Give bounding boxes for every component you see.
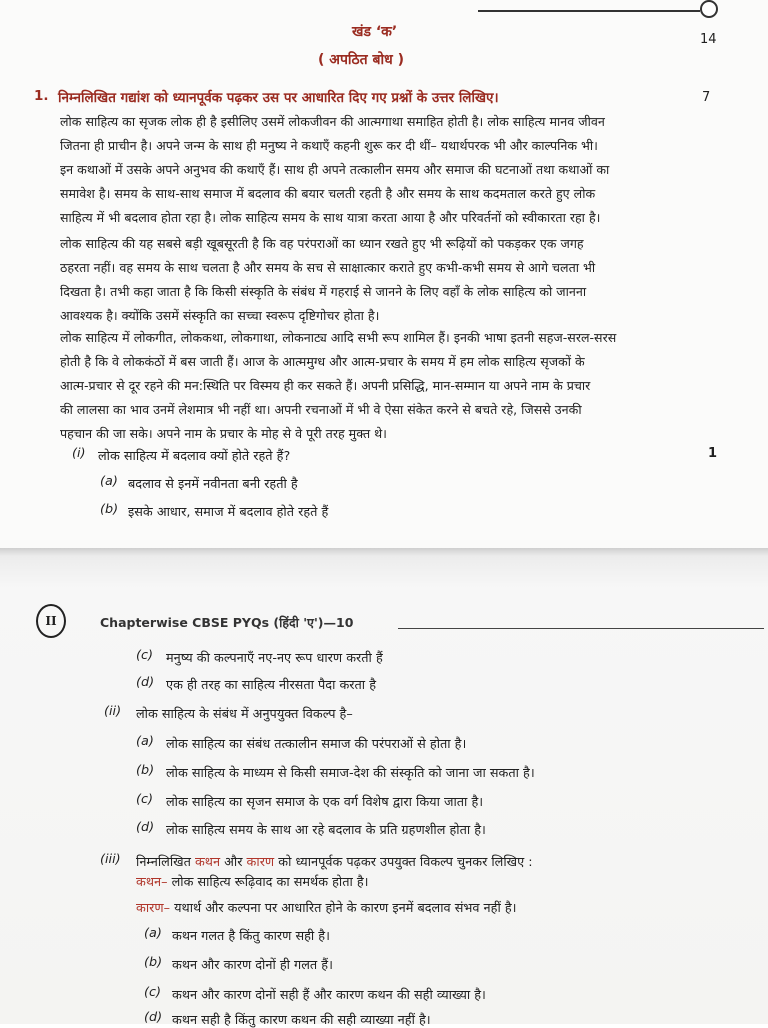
option-label: (b)	[136, 763, 155, 778]
option-label: (d)	[136, 820, 155, 835]
kathan-statement	[136, 872, 369, 890]
section-subtitle: ( अपठित बोध )	[318, 52, 405, 68]
subquestion-text: लोक साहित्य के संबंध में अनुपयुक्त विकल्प है–	[136, 707, 353, 722]
subquestion-marks: 1	[708, 446, 718, 461]
passage-line: होती है कि वे लोककंठों में बस जाती हैं। आज के आत्ममुग्ध और आत्म-प्रचार के समय में हम लोक साहित्य सृजकों के	[60, 354, 585, 369]
option-label: (a)	[100, 474, 118, 489]
passage-line: दिखता है। तभी कहा जाता है कि किसी संस्कृति के संबंध में गहराई से जानने के लिए वहाँ के लोक साहित्य को जानना	[60, 284, 587, 299]
passage-paragraph-2	[60, 232, 712, 328]
top-ring-decoration	[700, 0, 718, 18]
option-text: इसके आधार, समाज में बदलाव होते रहते हैं	[128, 505, 329, 520]
kathan-text: लोक साहित्य रूढ़िवाद का समर्थक होता है।	[167, 875, 369, 890]
passage-line: पहचान की जा सके। अपने नाम के प्रचार के मोह से वे पूरी तरह मुक्त थे।	[60, 426, 387, 441]
option-text: लोक साहित्य का सृजन समाज के एक वर्ग विशेष द्वारा किया जाता है।	[166, 795, 484, 810]
subquestion-text	[136, 852, 533, 870]
subquestion-text: लोक साहित्य में बदलाव क्यों होते रहते हैं?	[98, 449, 291, 464]
question-marks: 7	[702, 90, 711, 105]
passage-line: आत्म-प्रचार से दूर रहने की मन:स्थिति पर विस्मय ही कर सकते हैं। अपनी प्रसिद्धि, मान-सम्मान या अपने नाम के प्रचार	[60, 378, 591, 393]
option-text: कथन गलत है किंतु कारण सही है।	[172, 929, 330, 944]
passage-line: लोक साहित्य की यह सबसे बड़ी खूबसूरती है कि वह परंपराओं का ध्यान रखते हुए भी रूढ़ियों को पकड़कर एक जगह	[60, 236, 584, 251]
question-number: 1.	[34, 88, 49, 104]
passage-line: इन कथाओं में उसके अपने अनुभव की कथाएँ हैं। साथ ही अपने तत्कालीन समय और समाज की घटनाओं तथा कथाओं का	[60, 162, 610, 177]
karan-label: कारण–	[136, 901, 171, 916]
top-rule	[478, 10, 700, 12]
karan-statement	[136, 898, 516, 916]
instruction-text: और	[220, 855, 247, 870]
option-label: (c)	[144, 985, 162, 1000]
section-title: खंड ‘क’	[352, 24, 398, 40]
passage-line: ठहरता नहीं। वह समय के साथ चलता है और समय के सच से साक्षात्कार कराते हुए कभी-कभी समय से आगे चलता भी	[60, 260, 596, 275]
option-label: (d)	[136, 675, 155, 690]
chapter-badge	[36, 604, 66, 638]
option-label: (a)	[136, 734, 154, 749]
option-text: लोक साहित्य के माध्यम से किसी समाज-देश की संस्कृति को जाना जा सकता है।	[166, 766, 535, 781]
option-text: कथन और कारण दोनों ही गलत हैं।	[172, 958, 333, 973]
option-label: (b)	[100, 502, 119, 517]
option-label: (c)	[136, 792, 154, 807]
instruction-text: को ध्यानपूर्वक पढ़कर उपयुक्त विकल्प चुनकर लिखिए :	[274, 855, 533, 870]
option-text: मनुष्य की कल्पनाएँ नए-नए रूप धारण करती हैं	[166, 651, 383, 666]
passage-line: लोक साहित्य में लोकगीत, लोककथा, लोकगाथा, लोकनाट्य आदि सभी रूप शामिल हैं। इनकी भाषा इतनी सहज-सरल-सरस	[60, 330, 617, 345]
passage-line: साहित्य में भी बदलाव होता रहा है। लोक साहित्य समय के साथ यात्रा करता आया है और परिवर्तनों को स्वीकारता रहा है।	[60, 210, 601, 225]
chapter-badge-label: II	[45, 614, 57, 628]
instruction-text: निम्नलिखित	[136, 855, 195, 870]
passage-line: की लालसा का भाव उनमें लेशमात्र भी नहीं था। अपनी रचनाओं में भी वे ऐसा संकेत करने से बचते रहे, जिससे उनकी	[60, 402, 582, 417]
option-label: (b)	[144, 955, 163, 970]
passage-paragraph-1	[60, 110, 712, 230]
option-text: लोक साहित्य समय के साथ आ रहे बदलाव के प्रति ग्रहणशील होता है।	[166, 823, 486, 838]
kathan-word: कथन	[194, 855, 221, 870]
karan-word: कारण	[246, 855, 275, 870]
page-number: 14	[700, 32, 717, 47]
passage-paragraph-3	[60, 326, 712, 446]
karan-text: यथार्थ और कल्पना पर आधारित होने के कारण इनमें बदलाव संभव नहीं है।	[170, 901, 517, 916]
subquestion-label: (iii)	[100, 852, 121, 867]
chapter-header-title: Chapterwise CBSE PYQs (हिंदी 'ए')—10	[100, 615, 354, 630]
passage-line: समावेश है। समय के साथ-साथ समाज में बदलाव की बयार चलती रहती है और समय के साथ कदमताल करते हुए लोक	[60, 186, 596, 201]
option-text: लोक साहित्य का संबंध तत्कालीन समाज की परंपराओं से होता है।	[166, 737, 467, 752]
option-text: कथन सही है किंतु कारण कथन की सही व्याख्या नहीं है।	[172, 1013, 431, 1028]
subquestion-label: (i)	[72, 446, 86, 461]
option-label: (d)	[144, 1010, 163, 1025]
subquestion-label: (ii)	[104, 704, 122, 719]
passage-line: आवश्यक है। क्योंकि उसमें संस्कृति का सच्चा स्वरूप दृष्टिगोचर होता है।	[60, 308, 380, 323]
question-instruction: निम्नलिखित गद्यांश को ध्यानपूर्वक पढ़कर उस पर आधारित दिए गए प्रश्नों के उत्तर लिखिए।	[58, 90, 499, 106]
option-text: एक ही तरह का साहित्य नीरसता पैदा करता है	[166, 678, 376, 693]
option-label: (a)	[144, 926, 162, 941]
option-label: (c)	[136, 648, 154, 663]
passage-line: जितना ही प्राचीन है। अपने जन्म के साथ ही मनुष्य ने कथाएँ कहनी शुरू कर दी थीं– यथार्थपरक भी और काल्पनिक भी।	[60, 138, 598, 153]
option-text: कथन और कारण दोनों सही हैं और कारण कथन की सही व्याख्या है।	[172, 988, 486, 1003]
passage-line: लोक साहित्य का सृजक लोक ही है इसीलिए उसमें लोकजीवन की आत्मगाथा समाहित होती है। लोक साहित्य मानव जीवन	[60, 114, 605, 129]
kathan-label: कथन–	[136, 875, 168, 890]
option-text: बदलाव से इनमें नवीनता बनी रहती है	[128, 477, 298, 492]
header-rule	[398, 628, 764, 629]
